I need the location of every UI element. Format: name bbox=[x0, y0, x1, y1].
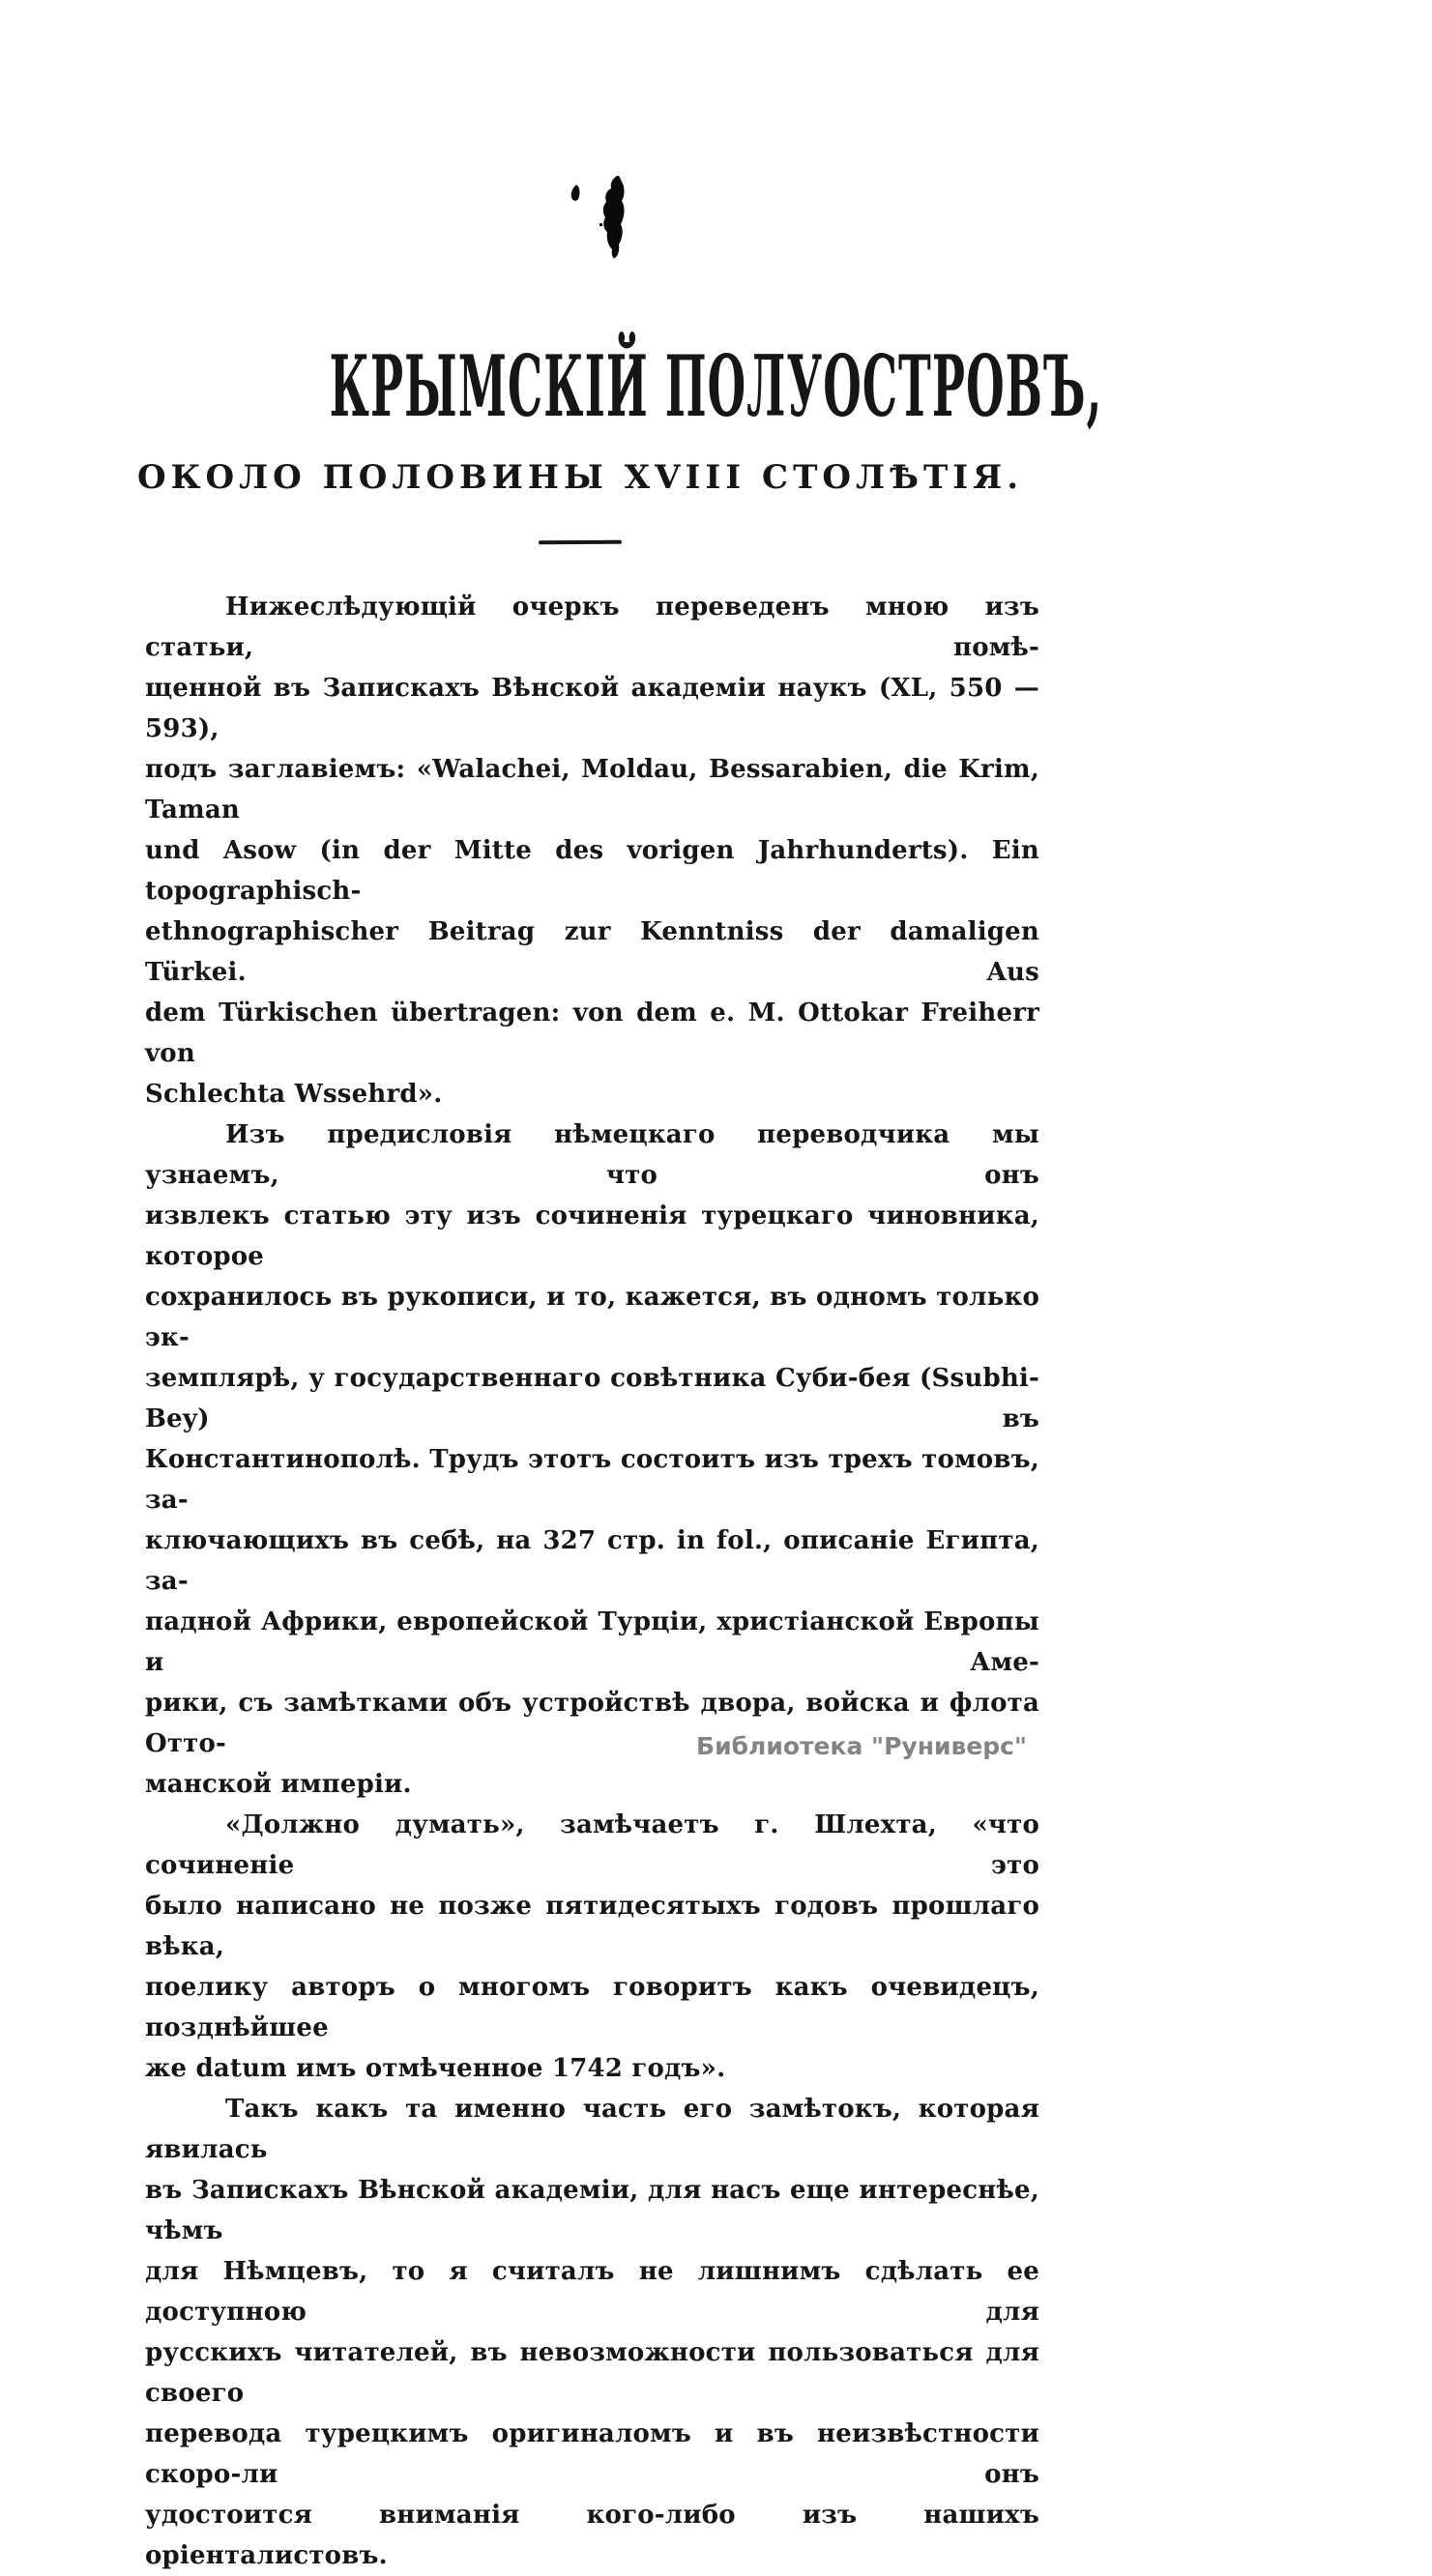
text-line: Константинополѣ. Трудъ этотъ состоитъ изъ трехъ томовъ, за- bbox=[145, 1445, 1039, 1515]
text-line: ethnographischer Beitrag zur Kenntniss der damaligen Türkei. Aus bbox=[145, 917, 1039, 987]
text-line: подъ заглавіемъ: «Walachei, Moldau, Bessarabien, die Krim, Taman bbox=[145, 755, 1039, 825]
text-line: манской имперіи. bbox=[145, 1770, 412, 1799]
text-line: ключающихъ въ себѣ, на 327 стр. in fol., описаніе Египта, за- bbox=[145, 1526, 1039, 1596]
text-line: земплярѣ, у государственнаго совѣтника Суби-бея (Ssubhi-Bey) въ bbox=[145, 1364, 1039, 1433]
text-line: падной Африки, европейской Турціи, христіанской Европы и Аме- bbox=[145, 1607, 1039, 1677]
page-title-text: КРЫМСКІЙ ПОЛУОСТРОВЪ, bbox=[329, 335, 1103, 436]
text-line: поелику авторъ о многомъ говоритъ какъ очевидецъ, позднѣйшее bbox=[145, 1973, 1039, 2042]
library-watermark: Библиотека "Руниверс" bbox=[696, 1732, 1027, 1760]
section-divider bbox=[539, 540, 622, 545]
body-text bbox=[145, 587, 1039, 2576]
text-line: сохранилось въ рукописи, и то, кажется, въ одномъ только эк- bbox=[145, 1283, 1039, 1352]
text-line: Изъ предисловія нѣмецкаго переводчика мы узнаемъ, что онъ bbox=[145, 1120, 1039, 1190]
ink-blot-mark bbox=[537, 135, 643, 280]
text-line: und Asow (in der Mitte des vorigen Jahrhunderts). Ein topographisch- bbox=[145, 836, 1039, 906]
text-line: щенной въ Запискахъ Вѣнской академіи наукъ (XL, 550 — 593), bbox=[145, 674, 1039, 743]
text-line: рики, съ замѣтками объ устройствѣ двора, войска и флота Отто- bbox=[145, 1689, 1039, 1758]
text-line: Такъ какъ та именно часть его замѣтокъ, которая явилась bbox=[145, 2095, 1039, 2164]
text-line: Нижеслѣдующій очеркъ переведенъ мною изъ статьи, помѣ- bbox=[145, 593, 1039, 662]
text-line: для Нѣмцевъ, то я считалъ не лишнимъ сдѣлать ее доступною для bbox=[145, 2257, 1039, 2327]
text-line: перевода турецкимъ оригиналомъ и въ неизвѣстности скоро-ли онъ bbox=[145, 2419, 1039, 2489]
page-title bbox=[0, 335, 1160, 436]
text-line: Schlechta Wssehrd». bbox=[145, 1080, 443, 1109]
text-line: извлекъ статью эту изъ сочиненія турецкаго чиновника, которое bbox=[145, 1201, 1039, 1271]
text-line: «Должно думать», замѣчаетъ г. Шлехта, «что сочиненіе это bbox=[145, 1810, 1039, 1880]
text-line: же datum имъ отмѣченное 1742 годъ». bbox=[145, 2054, 726, 2083]
text-line: въ Запискахъ Вѣнской академіи, для насъ еще интереснѣе, чѣмъ bbox=[145, 2176, 1039, 2245]
text-line: русскихъ читателей, въ невозможности пользоваться для своего bbox=[145, 2338, 1039, 2408]
text-line: удостоится вниманія кого-либо изъ нашихъ оріенталистовъ. bbox=[145, 2501, 1039, 2570]
page-subtitle: ОКОЛО ПОЛОВИНЫ XVIII СТОЛѢТІЯ. bbox=[136, 458, 1024, 497]
text-line: dem Türkischen übertragen: von dem e. M. Ottokar Freiherr von bbox=[145, 999, 1039, 1068]
text-line: было написано не позже пятидесятыхъ годовъ прошлаго вѣка, bbox=[145, 1892, 1039, 1961]
